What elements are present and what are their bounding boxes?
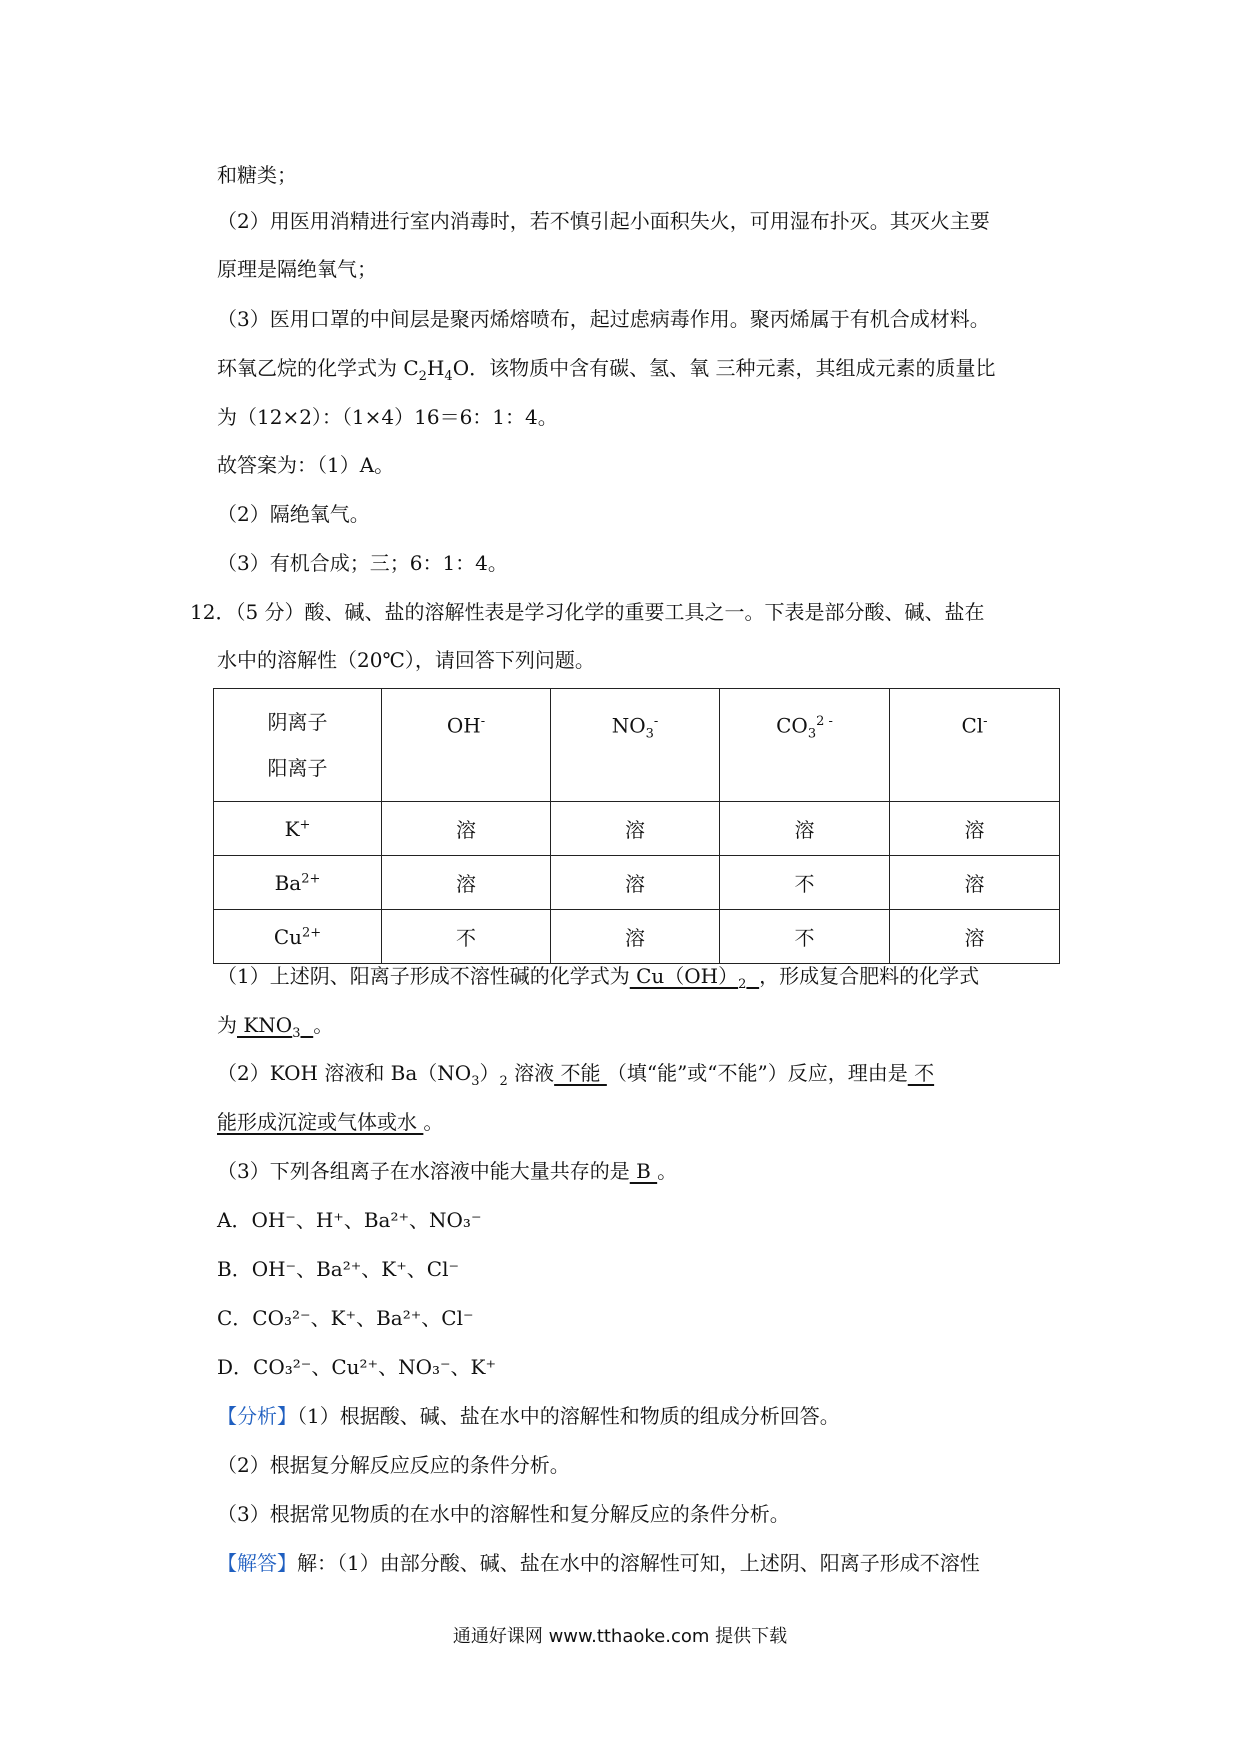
anion-charge: - [983,714,988,729]
cation-cell [214,910,382,964]
answer-1-line-1 [217,961,979,1000]
answer-3-line [217,1156,677,1186]
option-c: C．CO₃²⁻、K⁺、Ba²⁺、Cl⁻ [217,1306,474,1330]
text: O．该物质中含有碳、氢、氧 三种元素，其组成元素的质量比 [452,356,996,380]
anion-subscript: 3 [807,726,817,742]
answer-2-line-1 [217,1058,934,1097]
anion-header-cell [551,689,720,802]
line-top-5 [217,353,995,392]
table-cell: 溶 [551,802,720,856]
header-anion-label: 阴离子 [267,710,328,734]
text: 环氧乙烷的化学式为 C [217,356,419,380]
answer-blank: 能形成沉淀或气体或水 [217,1110,424,1134]
table-cell: 溶 [382,802,551,856]
text: 。 [657,1159,678,1183]
text: （2）KOH 溶液和 Ba（NO [217,1061,472,1085]
answer-blank: 不能 [554,1061,607,1085]
table-header-row [214,689,1060,802]
table-cell: 不 [720,910,890,964]
table-cell: 溶 [720,802,890,856]
cation-charge: 2+ [301,870,321,886]
cation-charge: + [299,816,311,832]
solubility-table [213,688,1060,964]
text: 为 [217,1013,237,1037]
table-cell: 溶 [551,910,720,964]
text: （填“能”或“不能”）反应，理由是 [606,1061,908,1085]
text: ） [479,1061,500,1085]
text: 解：（1）由部分酸、碱、盐在水中的溶解性可知，上述阴、阳离子形成不溶性 [297,1551,980,1575]
anion-name: CO [776,713,808,738]
anion-header-cell [890,689,1060,802]
text: KNO [237,1013,293,1037]
line-top-6: 为（12×2）：（1×4）16＝6：1：4。 [217,405,558,429]
option-d: D．CO₃²⁻、Cu²⁺、NO₃⁻、K⁺ [217,1355,497,1379]
line-top-3: 原理是隔绝氧气； [217,257,377,281]
analysis-line-3: （3）根据常见物质的在水中的溶解性和复分解反应的条件分析。 [217,1502,790,1526]
answer-blank: 不 [907,1061,935,1085]
table-cell: 溶 [890,856,1060,910]
answer-2-line-2 [217,1107,443,1137]
line-top-4: （3）医用口罩的中间层是聚丙烯熔喷布，起过虑病毒作用。聚丙烯属于有机合成材料。 [217,307,990,331]
question-12-line-2: 水中的溶解性（20℃），请回答下列问题。 [217,648,595,672]
table-cell: 溶 [890,802,1060,856]
option-b: B．OH⁻、Ba²⁺、K⁺、Cl⁻ [217,1257,460,1281]
answer-blank: B [629,1159,658,1183]
cation-name: K [284,816,300,841]
line-top-8: （2）隔绝氧气。 [217,502,370,526]
table-row [214,910,1060,964]
subscript: 2 [738,977,747,992]
table-cell: 溶 [551,856,720,910]
sub-4: 4 [444,369,453,384]
table-cell: 溶 [890,910,1060,964]
subscript: 3 [292,1026,301,1041]
subscript: 2 [499,1074,508,1089]
solution-line-1 [217,1548,980,1578]
anion-name: OH [446,713,481,738]
text: H [426,356,445,380]
question-12-line-1: 12．（5 分）酸、碱、盐的溶解性表是学习化学的重要工具之一。下表是部分酸、碱、盐在 [190,600,985,624]
line-top-1: 和糖类； [217,163,297,187]
table-row [214,856,1060,910]
anion-name: NO [611,713,646,738]
text: （1）根据酸、碱、盐在水中的溶解性和物质的组成分析回答。 [297,1404,840,1428]
text: 溶液 [507,1061,555,1085]
sub-2: 2 [418,369,427,384]
text: 。 [423,1110,444,1134]
table-cell: 不 [720,856,890,910]
cation-cell [214,856,382,910]
line-top-7: 故答案为：（1）A。 [217,453,395,477]
table-row [214,802,1060,856]
text: （3）下列各组离子在水溶液中能大量共存的是 [217,1159,630,1183]
anion-subscript: 3 [645,726,654,742]
analysis-line-2: （2）根据复分解反应反应的条件分析。 [217,1453,570,1477]
cation-cell [214,802,382,856]
cation-name: Ba [274,870,302,895]
answer-blank [629,964,759,992]
anion-charge: - [653,714,659,729]
header-cation-label: 阳离子 [267,756,328,780]
option-a: A．OH⁻、H⁺、Ba²⁺、NO₃⁻ [217,1208,482,1232]
anion-header-cell [382,689,551,802]
anion-charge: 2 - [816,714,833,729]
answer-blank [237,1013,313,1041]
anion-header-cell [720,689,890,802]
cation-name: Cu [273,924,302,949]
anion-name: Cl [961,713,984,738]
line-top-2: （2）用医用消精进行室内消毒时，若不慎引起小面积失火，可用湿布扑灭。其灭火主要 [217,209,990,233]
answer-1-line-2 [217,1010,333,1049]
table-cell: 不 [382,910,551,964]
text: （1）上述阴、阳离子形成不溶性碱的化学式为 [217,964,630,988]
analysis-line-1 [217,1401,840,1431]
analysis-tag: 【分析】 [217,1404,297,1428]
header-corner-cell [214,689,382,802]
subscript: 3 [471,1074,480,1089]
text: 。 [313,1013,334,1037]
text: Cu（OH） [629,964,739,988]
solution-tag: 【解答】 [217,1551,297,1575]
anion-charge: - [480,714,486,729]
text: ，形成复合肥料的化学式 [759,964,980,988]
cation-charge: 2+ [302,924,322,940]
line-top-9: （3）有机合成；三；6：1：4。 [217,551,508,575]
page-footer: 通通好课网 www.tthaoke.com 提供下载 [452,1626,788,1647]
table-cell: 溶 [382,856,551,910]
